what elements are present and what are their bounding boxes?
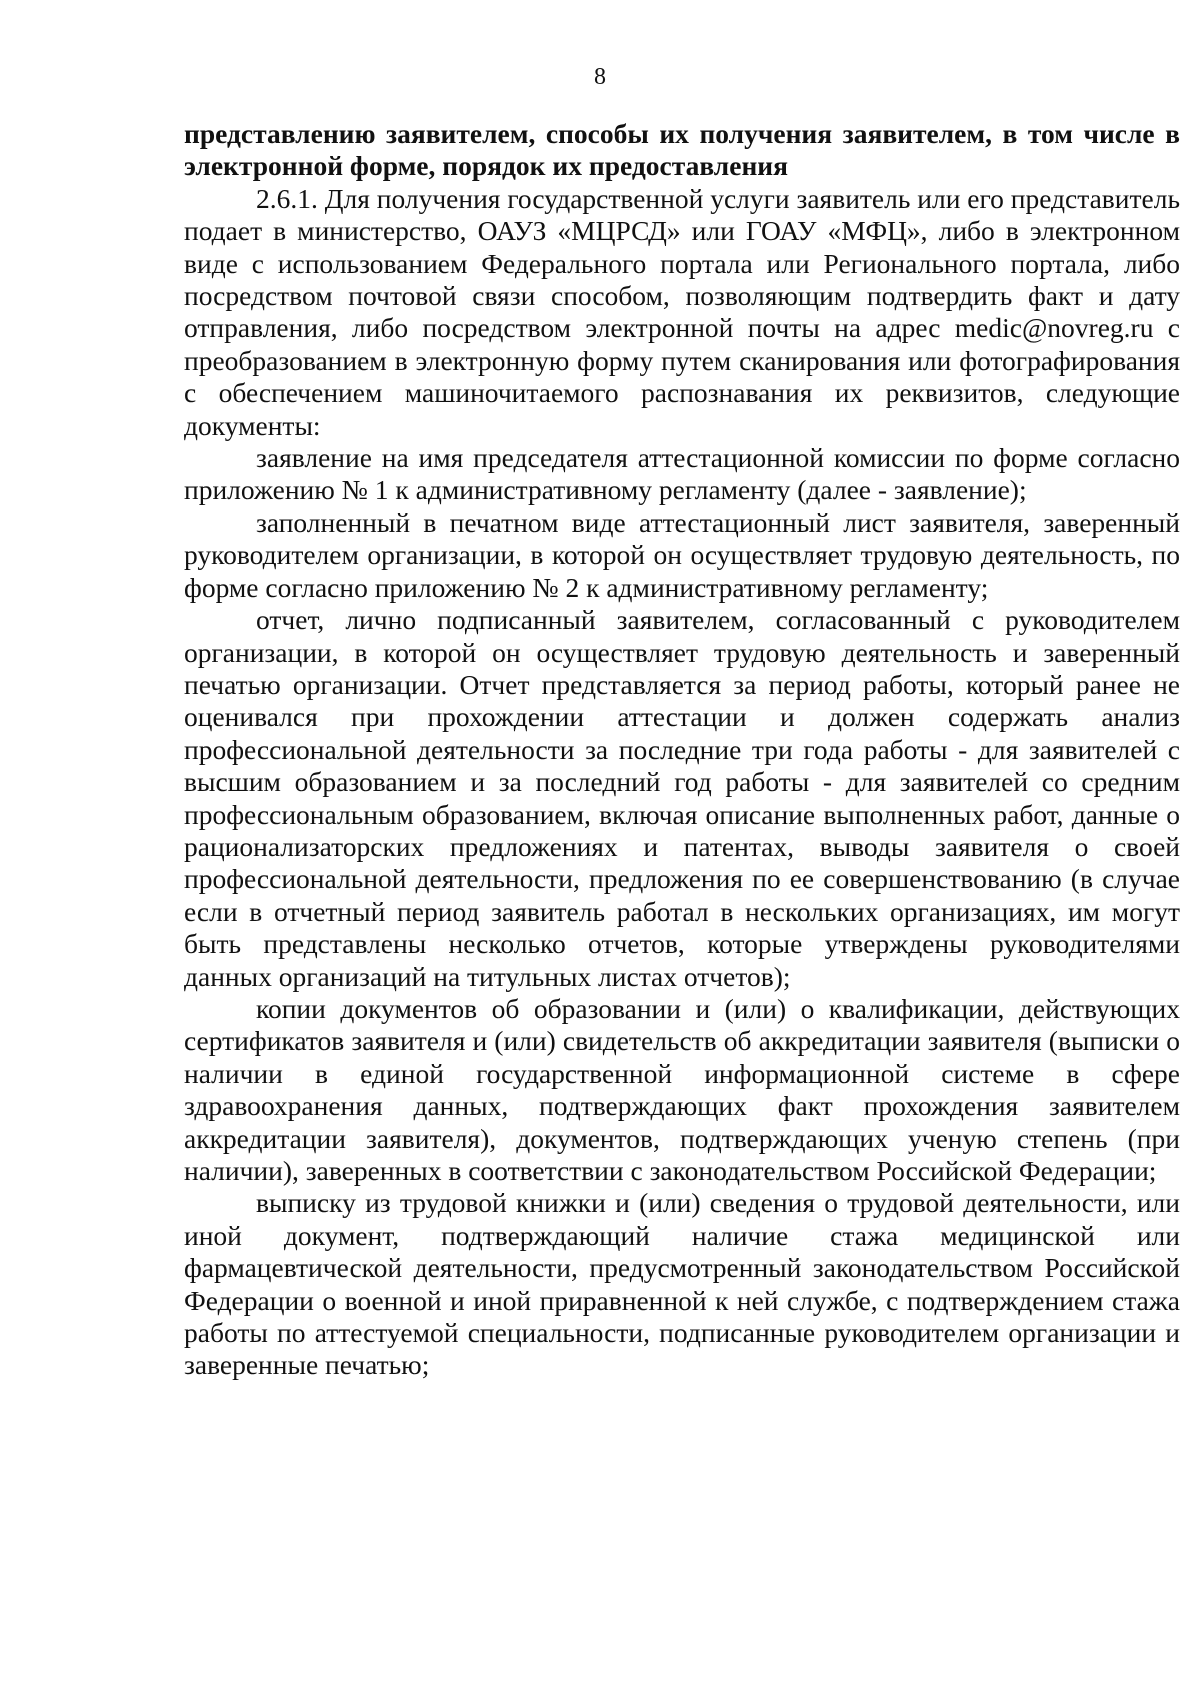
- paragraph-2-6-1: 2.6.1. Для получения государственной услуги заявитель или его представитель подает в министерство, ОАУЗ «МЦРСД» или ГОАУ «МФЦ», либо в электронном виде с использованием Федерального портала или Регионального портала, либо посредством почтовой связи способом, позволяющим подтвердить факт и дату отправления, либо посредством электронной почты на адрес medic@novreg.ru с преобразованием в электронную форму путем сканирования или фотографирования с обеспечением машиночитаемого распознавания их реквизитов, следующие документы:: [184, 182, 1180, 441]
- paragraph-attestation-sheet: заполненный в печатном виде аттестационный лист заявителя, заверенный руководителем организации, в которой он осуществляет трудовую деятельность, по форме согласно приложению № 2 к административному регламенту;: [184, 506, 1180, 603]
- paragraph-work-record: выписку из трудовой книжки и (или) сведения о трудовой деятельности, или иной документ, подтверждающий наличие стажа медицинской или фармацевтической деятельности, предусмотренный законодательством Российской Федерации о военной и иной приравненной к ней службе, с подтверждением стажа работы по аттестуемой специальности, подписанные руководителем организации и заверенные печатью;: [184, 1187, 1180, 1381]
- paragraph-application: заявление на имя председателя аттестационной комиссии по форме согласно приложению № 1 к административному регламенту (далее - заявление);: [184, 442, 1180, 506]
- section-heading: представлению заявителем, способы их получения заявителем, в том числе в электронной форме, порядок их предоставления: [184, 118, 1180, 182]
- document-body: [184, 118, 1180, 1382]
- paragraph-report: отчет, лично подписанный заявителем, согласованный с руководителем организации, в которой он осуществляет трудовую деятельность и заверенный печатью организации. Отчет представляется за период работы, который ранее не оценивался при прохождении аттестации и должен содержать анализ профессиональной деятельности за последние три года работы - для заявителей с высшим образованием и за последний год работы - для заявителей со средним профессиональным образованием, включая описание выполненных работ, данные о рационализаторских предложениях и патентах, выводы заявителя о своей профессиональной деятельности, предложения по ее совершенствованию (в случае если в отчетный период заявитель работал в нескольких организациях, им могут быть представлены несколько отчетов, которые утверждены руководителями данных организаций на титульных листах отчетов);: [184, 604, 1180, 992]
- page-number: 8: [594, 64, 606, 90]
- paragraph-education-copies: копии документов об образовании и (или) о квалификации, действующих сертификатов заявителя и (или) свидетельств об аккредитации заявителя (выписки о наличии в единой государственной информационной системе в сфере здравоохранения данных, подтверждающих факт прохождения заявителем аккредитации заявителя), документов, подтверждающих ученую степень (при наличии), заверенных в соответствии с законодательством Российской Федерации;: [184, 992, 1180, 1186]
